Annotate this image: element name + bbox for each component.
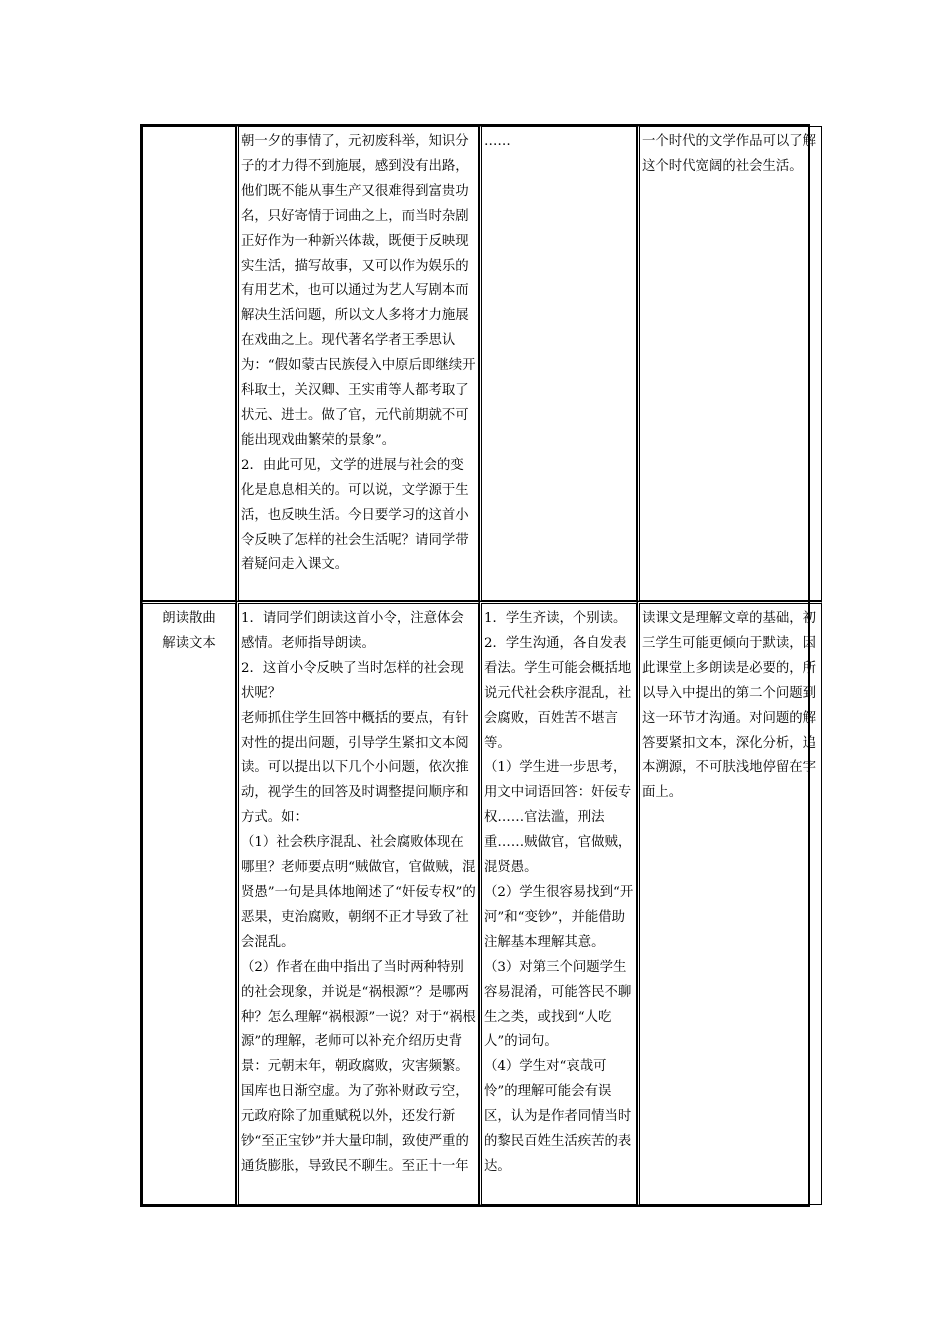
paragraph: 1．请同学们朗读这首小令，注意体会感情。老师指导朗读。 (241, 611, 464, 651)
table-row (142, 126, 822, 601)
lesson-table (142, 126, 822, 1205)
student-activity-cell (479, 601, 637, 1205)
stage-cell (142, 126, 236, 601)
stage-cell (142, 601, 236, 1205)
student-activity-cell (479, 126, 637, 601)
design-intent-cell (637, 126, 822, 601)
paragraph: 1．学生齐读，个别读。 (484, 611, 627, 626)
paragraph: 2．这首小令反映了当时怎样的社会现状呢？ (241, 660, 464, 701)
stage-label: 解读文本 (162, 635, 216, 651)
paragraph: 朝一夕的事情了，元初废科举，知识分子的才力得不到施展，感到没有出路，他们既不能从事生产又很难得到富贵功名，只好寄情于词曲之上，而当时杂剧正好作为一种新兴体裁，既便于反映现实生活，描写故事，又可以作为娱乐的有用艺术，也可以通过为艺人写剧本而解决生活问题，所以文人多将才力施展在戏曲之上。现代著名学者王季思认为：“假如蒙古民族侵入中原后即继续开科取士，关汉卿、王实甫等人都考取了状元、进士。做了官，元代前期就不可能出现戏曲繁荣的景象”。 (241, 134, 476, 448)
table-row (142, 601, 822, 1205)
teacher-activity-cell (236, 126, 479, 601)
paragraph: …… (484, 134, 511, 149)
paragraph: （3）对第三个问题学生容易混淆，可能答民不聊生之类，或找到“人吃人”的词句。 (484, 959, 632, 1050)
paragraph: 一个时代的文学作品可以了解这个时代宽阔的社会生活。 (642, 134, 817, 174)
paragraph: 老师抓住学生回答中概括的要点，有针对性的提出问题，引导学生紧扣文本阅读。可以提出以下几个小问题，依次推动，视学生的回答及时调整提问顺序和方式。如： (241, 710, 469, 826)
teacher-activity-cell (236, 601, 479, 1205)
paragraph: 2．由此可见，文学的进展与社会的变化是息息相关的。可以说，文学源于生活，也反映生活。今日要学习的这首小令反映了怎样的社会生活呢？请同学带着疑问走入课文。 (241, 457, 469, 573)
paragraph: （2）作者在曲中指出了当时两种特别的社会现象，并说是“祸根源”？是哪两种？怎么理解“祸根源”一说？对于“祸根源”的理解，老师可以补充介绍历史背景：元朝末年，朝政腐败，灾害频繁。国库也日渐空虚。为了弥补财政亏空，元政府除了加重赋税以外，还发行新钞“至正宝钞”并大量印制，致使严重的通货膨胀，导致民不聊生。至正十一年 (241, 959, 476, 1174)
paragraph: 2．学生沟通，各自发表看法。学生可能会概括地说元代社会秩序混乱，社会腐败，百姓苦不堪言等。 (484, 635, 632, 751)
paragraph: （2）学生很容易找到“开河”和“变钞”，并能借助注解基本理解其意。 (484, 884, 634, 950)
paragraph: （1）社会秩序混乱、社会腐败体现在哪里？老师要点明“贼做官，官做贼，混贤愚”一句是具体地阐述了“奸佞专权”的恶果，吏治腐败，朝纲不正才导致了社会混乱。 (241, 835, 476, 950)
paragraph: 读课文是理解文章的基础，初三学生可能更倾向于默读，因此课堂上多朗读是必要的，所以导入中提出的第二个问题到这一环节才沟通。对问题的解答要紧扣文本，深化分析，追本溯源，不可肤浅地停留在字面上。 (642, 611, 817, 801)
lesson-plan-table (140, 124, 817, 1207)
paragraph: （4）学生对“哀哉可怜”的理解可能会有误区，认为是作者同情当时的黎民百姓生活疾苦的表达。 (484, 1059, 632, 1174)
paragraph: （1）学生进一步思考，用文中词语回答：奸佞专权……官法滥，刑法重……贼做官，官做贼，混贤愚。 (484, 760, 632, 876)
design-intent-cell (637, 601, 822, 1205)
stage-label: 朗读散曲 (162, 611, 216, 626)
